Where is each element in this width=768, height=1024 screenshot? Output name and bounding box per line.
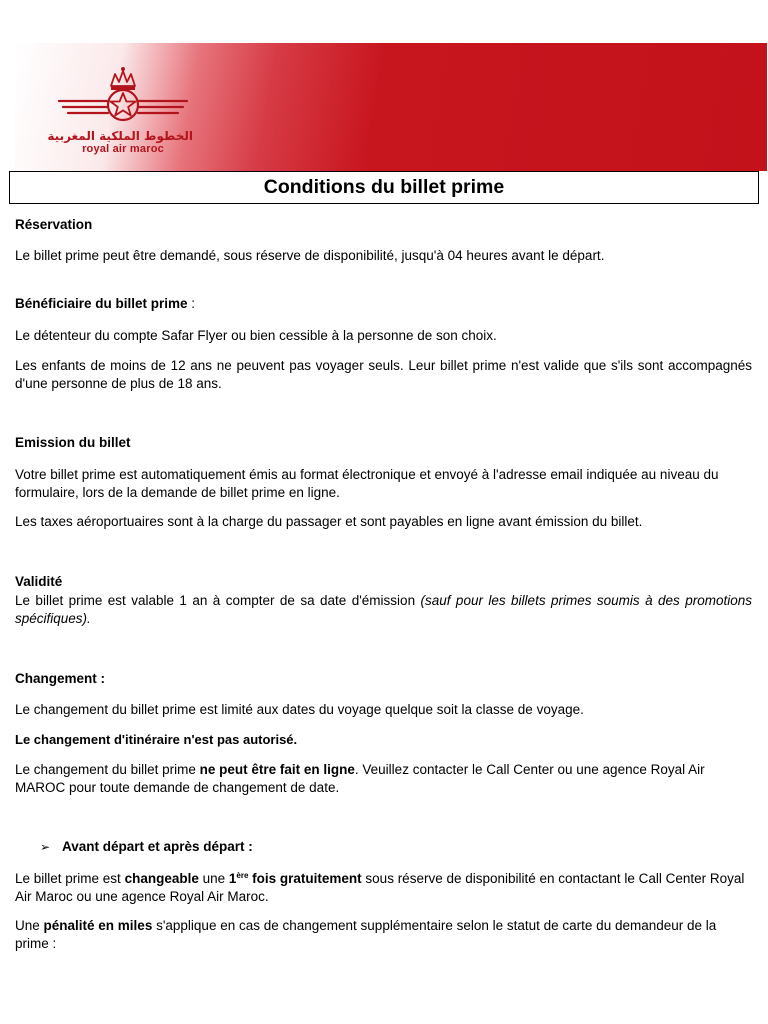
crown-star-wings-icon <box>53 65 193 131</box>
section-heading-emission: Emission du billet <box>15 435 131 450</box>
p4-bold-number: 1 <box>228 871 237 886</box>
validite-note: (sauf pour les billets primes soumis à des promotions spécifiques). <box>15 593 752 626</box>
emission-paragraph-2: Les taxes aéroportuaires sont à la charge du passager et sont payables en ligne avant émission du billet. <box>15 514 643 529</box>
changement-p3-bold: ne peut être fait en ligne <box>199 762 355 777</box>
validite-paragraph <box>15 592 752 628</box>
royal-air-maroc-logo <box>47 65 193 165</box>
beneficiaire-heading-text: Bénéficiaire du billet prime <box>15 296 188 311</box>
p4-superscript: ère <box>236 871 249 880</box>
section-heading-beneficiaire <box>15 296 195 311</box>
beneficiaire-paragraph-2: Les enfants de moins de 12 ans ne peuvent pas voyager seuls. Leur billet prime n'est valide que s'ils sont accompagnés d'une personne de plus de 18 ans. <box>15 358 752 391</box>
p4-text-c: sous réserve de disponibilité en contactant le Call Center Royal Air Maroc ou une agence Royal Air Maroc. <box>15 871 745 904</box>
beneficiaire-paragraph-1: Le détenteur du compte Safar Flyer ou bien cessible à la personne de son choix. <box>15 328 497 343</box>
changement-p3-text-a: Le changement du billet prime <box>15 762 200 777</box>
p4-bold-changeable: changeable <box>124 871 199 886</box>
changement-p3-text-b: . Veuillez contacter le Call Center ou une agence Royal Air MAROC pour toute demande de changement de date. <box>15 762 705 795</box>
section-heading-reservation: Réservation <box>15 217 93 232</box>
p4-bold-gratuitement: fois gratuitement <box>248 871 362 886</box>
changement-paragraph-4 <box>15 870 752 906</box>
changement-paragraph-2: Le changement d'itinéraire n'est pas autorisé. <box>15 732 298 747</box>
reservation-paragraph: Le billet prime peut être demandé, sous réserve de disponibilité, jusqu'à 04 heures avant le départ. <box>15 248 605 263</box>
document-title: Conditions du billet prime <box>9 171 759 204</box>
header-banner <box>15 43 767 171</box>
logo-arabic-text: الخطوط الملكية المغربية <box>47 129 193 143</box>
beneficiaire-heading-colon: : <box>187 296 196 311</box>
p5-text-a: Une <box>15 918 44 933</box>
section-heading-changement: Changement : <box>15 671 106 686</box>
changement-paragraph-3 <box>15 761 752 797</box>
emission-paragraph-1: Votre billet prime est automatiquement émis au format électronique et envoyé à l'adresse email indiquée au niveau du formulaire, lors de la demande de billet prime en ligne. <box>15 467 719 500</box>
subheading-avant-apres-depart: Avant départ et après départ : <box>62 839 253 854</box>
changement-paragraph-5 <box>15 917 752 953</box>
p5-text-b: s'applique en cas de changement supplémentaire selon le statut de carte du demandeur de la prime : <box>15 918 717 951</box>
p5-bold-penalite: pénalité en miles <box>43 918 153 933</box>
changement-paragraph-1: Le changement du billet prime est limité aux dates du voyage quelque soit la classe de voyage. <box>15 702 584 717</box>
section-heading-validite: Validité <box>15 574 63 589</box>
validite-text: Le billet prime est valable 1 an à compter de sa date d'émission <box>15 593 421 608</box>
bullet-arrow-icon: ➢ <box>40 840 51 854</box>
logo-latin-text: royal air maroc <box>82 143 164 155</box>
p4-text-b: une <box>198 871 229 886</box>
p4-text-a: Le billet prime est <box>15 871 125 886</box>
